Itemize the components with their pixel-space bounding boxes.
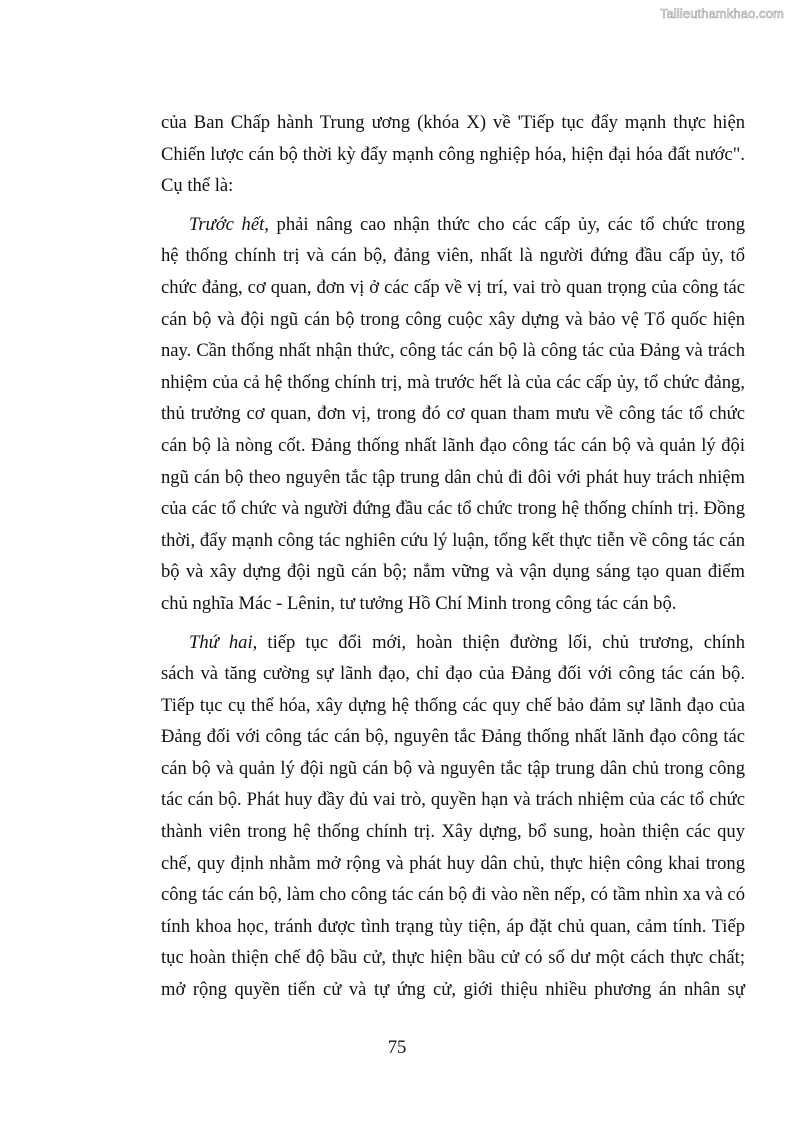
text-line: chủ nghĩa Mác - Lênin, tư tưởng Hồ Chí Minh trong công tác cán bộ. [161,592,677,614]
text-line: Đảng đối với công tác cán bộ, nguyên tắc Đảng thống nhất lãnh đạo công tác [161,726,745,748]
text-line [161,627,745,659]
text-line: nay. Cần thống nhất nhận thức, công tác cán bộ là công tác của Đảng và trách [161,340,745,362]
text-line: mở rộng quyền tiến cử và tự ứng cử, giới thiệu nhiều phương án nhân sự [161,979,745,1001]
text-line: Tiếp tục cụ thể hóa, xây dựng hệ thống các quy chế bảo đảm sự lãnh đạo của [161,694,745,716]
text-line-rest: , phải nâng cao nhận thức cho các cấp ủy, các tổ chức trong [264,213,745,235]
paragraph-gap [161,620,745,627]
page-number: 75 [387,1037,407,1058]
paragraph-truoc-het [161,209,745,620]
text-line: công tác cán bộ, làm cho công tác cán bộ đi vào nền nếp, có tầm nhìn xa và có [161,884,745,906]
paragraph-lead: Thứ hai [189,631,253,653]
text-line: của Ban Chấp hành Trung ương (khóa X) về 'Tiếp tục đẩy mạnh thực hiện [161,112,745,133]
text-line: sách và tăng cường sự lãnh đạo, chỉ đạo của Đảng đối với công tác cán bộ. [161,663,745,685]
text-line: chức đảng, cơ quan, đơn vị ở các cấp về vị trí, vai trò quan trọng của công tác [161,276,745,298]
text-line: cán bộ là nòng cốt. Đảng thống nhất lãnh đạo công tác cán bộ và quản lý đội [161,434,745,456]
paragraph-lead: Trước hết [189,213,265,235]
text-line: ngũ cán bộ theo nguyên tắc tập trung dân chủ đi đôi với phát huy trách nhiệm [161,466,745,488]
watermark: Tailieuthamkhao.com [659,6,784,21]
text-line [161,209,745,241]
text-line: thành viên trong hệ thống chính trị. Xây dựng, bổ sung, hoàn thiện các quy [161,821,745,843]
document-body [161,107,745,1006]
text-line: của các tổ chức và người đứng đầu các tổ chức trong hệ thống chính trị. Đồng [161,498,745,520]
paragraph-thu-hai [161,627,745,1006]
text-line: nhiệm của cả hệ thống chính trị, mà trước hết là của các cấp ủy, tổ chức đảng, [161,371,745,393]
text-line: bộ và xây dựng đội ngũ cán bộ; nắm vững và vận dụng sáng tạo quan điểm [161,561,745,583]
text-line: tính khoa học, tránh được tình trạng tùy tiện, áp đặt chủ quan, cảm tính. Tiếp [161,915,745,937]
text-line: tác cán bộ. Phát huy đầy đủ vai trò, quyền hạn và trách nhiệm của các tổ chức [161,789,745,811]
paragraph-gap [161,202,745,209]
text-line-rest: , tiếp tục đổi mới, hoàn thiện đường lối, chủ trương, chính [252,631,745,653]
text-line: tục hoàn thiện chế độ bầu cử, thực hiện bầu cử có số dư một cách thực chất; [161,947,745,969]
text-line: thời, đẩy mạnh công tác nghiên cứu lý luận, tổng kết thực tiễn về công tác cán [161,529,745,551]
text-line: thủ trưởng cơ quan, đơn vị, trong đó cơ quan tham mưu về công tác tổ chức [161,403,745,425]
text-line: Chiến lược cán bộ thời kỳ đẩy mạnh công nghiệp hóa, hiện đại hóa đất nước". [161,143,745,165]
text-line: Cụ thể là: [161,175,234,197]
paragraph-intro [161,107,745,202]
text-line: cán bộ và quản lý đội ngũ cán bộ và nguyên tắc tập trung dân chủ trong công [161,757,745,779]
text-line: cán bộ và đội ngũ cán bộ trong công cuộc xây dựng và bảo vệ Tổ quốc hiện [161,308,745,330]
text-line: hệ thống chính trị và cán bộ, đảng viên, nhất là người đứng đầu cấp ủy, tổ [161,245,745,267]
text-line: chế, quy định nhằm mở rộng và phát huy dân chủ, thực hiện công khai trong [161,852,745,874]
